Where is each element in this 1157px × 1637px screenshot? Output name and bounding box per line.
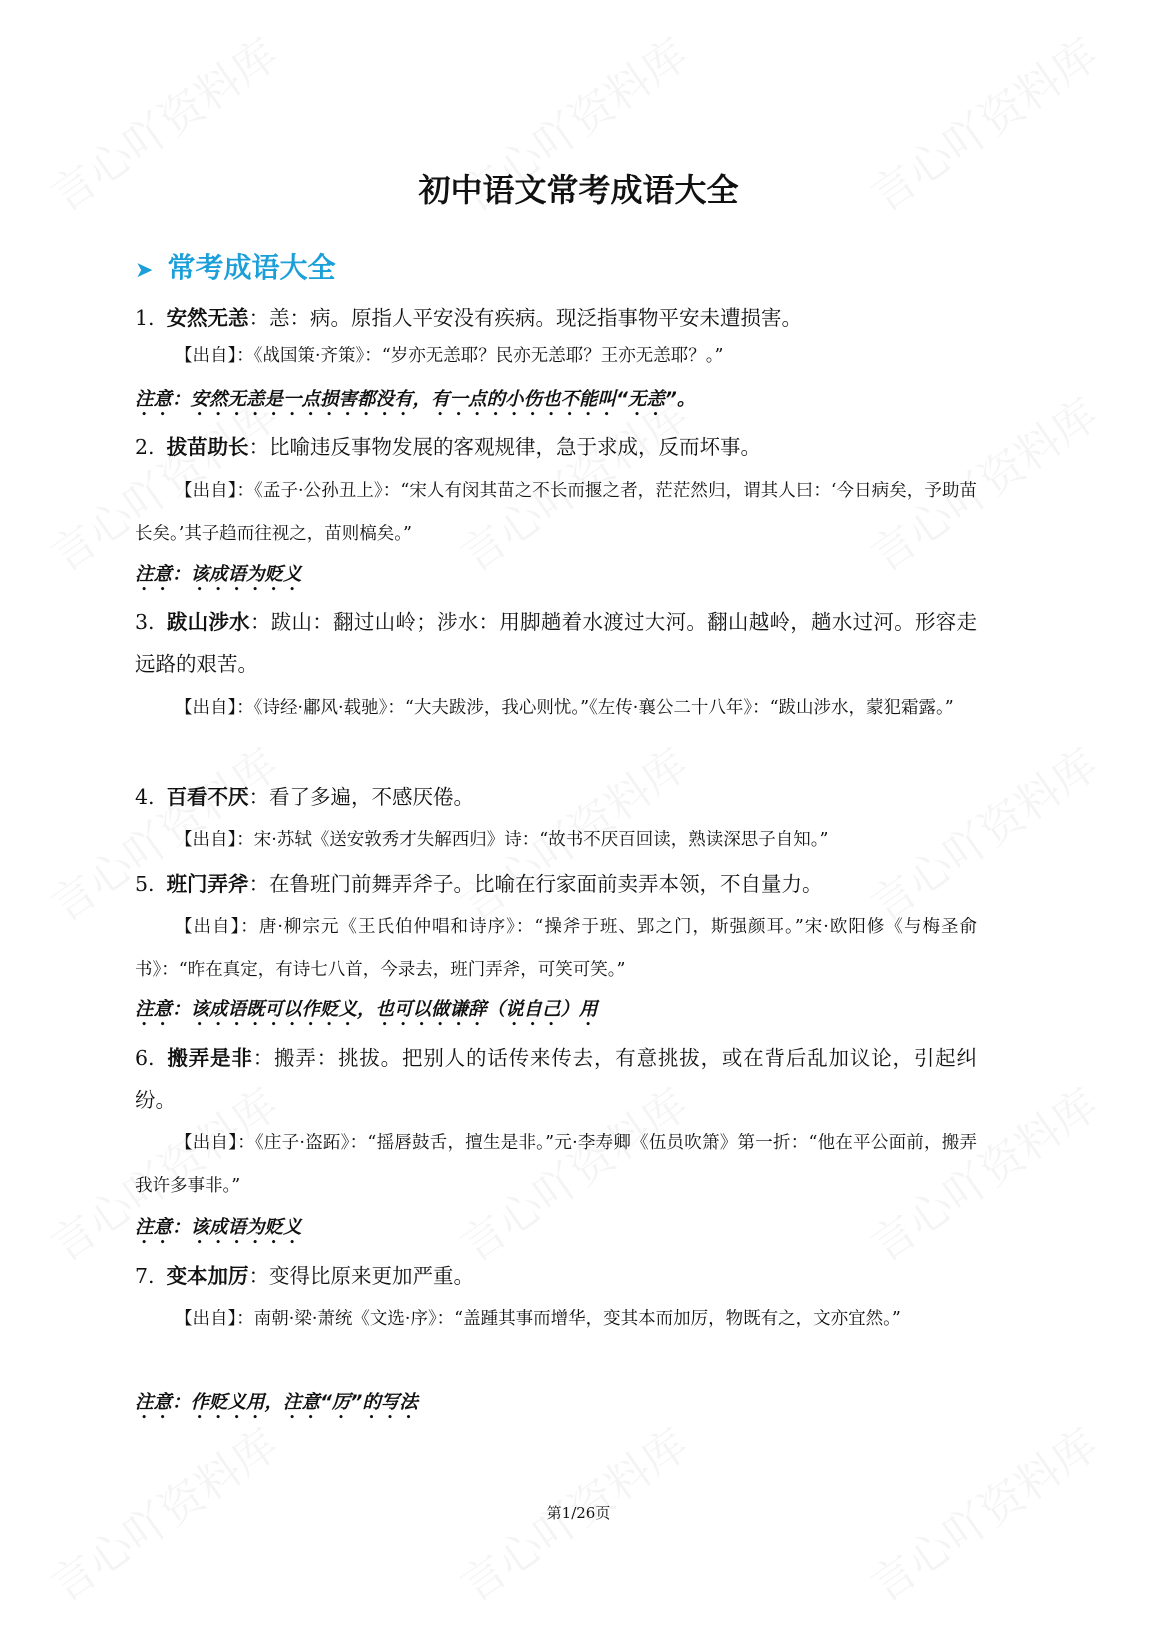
- idiom-note: 注意：该成语既可以作贬义，也可以做谦辞（说自己）用: [135, 999, 598, 1020]
- source-text: 《孟子·公孙丑上》：“宋人有闵其苗之不长而揠之者，茫茫然归，谓其人曰：‘今日病矣，予助苗长矣。’其子趋而往视之，苗则槁矣。”: [135, 481, 978, 544]
- idiom-term: 拔苗助长: [166, 435, 249, 459]
- idiom-source: [135, 819, 977, 862]
- idiom-source: [135, 335, 977, 378]
- idiom-term: 百看不厌: [166, 785, 249, 809]
- idiom-source: [135, 687, 977, 730]
- source-label: 【出自】：: [175, 698, 254, 718]
- section-heading-text: 常考成语大全: [167, 251, 336, 284]
- source-text: 《庄子·盗跖》：“摇唇鼓舌，擅生是非。”元·李寿卿《伍员吹箫》第一折：“他在平公面前，搬弄我许多事非。”: [135, 1133, 978, 1196]
- source-label: 【出自】：: [175, 917, 259, 937]
- idiom-term: 班门弄斧: [166, 872, 249, 896]
- idiom-source: [135, 906, 977, 992]
- idiom-note: 注意：作贬义用，注意“厉”的写法: [135, 1392, 418, 1413]
- idiom-entry: [135, 426, 977, 468]
- document-title: 初中语文常考成语大全: [418, 171, 739, 209]
- entry-number: 1.: [135, 306, 155, 330]
- source-text: 《战国策·齐策》：“岁亦无恙耶？民亦无恙耶？王亦无恙耶？。”: [253, 346, 724, 366]
- entry-number: 4.: [135, 785, 155, 809]
- arrow-bullet-icon: ➤: [135, 258, 154, 283]
- idiom-entry: [135, 776, 977, 818]
- idiom-definition: ：在鲁班门前舞弄斧子。比喻在行家面前卖弄本领，不自量力。: [248, 872, 823, 896]
- source-label: 【出自】：: [175, 481, 255, 501]
- source-label: 【出自】：: [175, 346, 254, 366]
- source-text: 唐·柳宗元《王氏伯仲唱和诗序》：“操斧于班、郢之门，斯强颜耳。”宋·欧阳修《与梅圣俞书》：“昨在真定，有诗七八首，今录去，班门弄斧，可笑可笑。”: [135, 917, 977, 980]
- idiom-entry: [135, 1255, 977, 1297]
- idiom-definition: ：看了多遍，不感厌倦。: [248, 785, 475, 809]
- idiom-definition: ：跋山：翻过山岭；涉水：用脚趟着水渡过大河。翻山越岭，趟水过河。形容走远路的艰苦。: [135, 610, 978, 676]
- entry-number: 7.: [135, 1264, 155, 1288]
- idiom-definition: ：搬弄：挑拔。把别人的话传来传去，有意挑拔，或在背后乱加议论，引起纠纷。: [135, 1046, 978, 1112]
- idiom-entry: [135, 863, 977, 905]
- source-text: 宋·苏轼《送安敦秀才失解西归》诗：“故书不厌百回读，熟读深思子自知。”: [253, 830, 829, 850]
- source-text: 《诗经·鄘风·载驰》：“大夫跋涉，我心则忧。”《左传·襄公二十八年》：“跋山涉水，蒙犯霜露。”: [253, 698, 954, 718]
- entry-number: 2.: [135, 435, 155, 459]
- idiom-note: 注意：安然无恙是一点损害都没有，有一点的小伤也不能叫“无恙”。: [135, 389, 696, 410]
- entry-number: 5.: [135, 872, 155, 896]
- idiom-source: [135, 1298, 977, 1341]
- idiom-term: 安然无恙: [166, 306, 249, 330]
- idiom-term: 搬弄是非: [166, 1046, 253, 1070]
- source-label: 【出自】：: [175, 1133, 255, 1153]
- idiom-definition: ：比喻违反事物发展的客观规律，急于求成，反而坏事。: [248, 435, 762, 459]
- source-label: 【出自】：: [175, 1309, 254, 1329]
- idiom-entry: [135, 601, 977, 685]
- idiom-source: [135, 1122, 977, 1208]
- source-text: 南朝·梁·萧统《文选·序》：“盖踵其事而增华，变其本而加厉，物既有之，文亦宜然。”: [253, 1309, 901, 1329]
- idiom-entry: [135, 1037, 977, 1121]
- idiom-definition: ：变得比原来更加严重。: [248, 1264, 475, 1288]
- idiom-definition: ：恙：病。原指人平安没有疾病。现泛指事物平安未遭损害。: [248, 306, 803, 330]
- idiom-note: 注意：该成语为贬义: [135, 564, 302, 585]
- idiom-entry: [135, 297, 977, 339]
- idiom-term: 跋山涉水: [166, 610, 250, 634]
- entry-number: 3.: [135, 610, 155, 634]
- page-number: 第1/26页: [546, 1504, 611, 1522]
- source-label: 【出自】：: [175, 830, 254, 850]
- idiom-term: 变本加厉: [166, 1264, 249, 1288]
- idiom-note: 注意：该成语为贬义: [135, 1217, 302, 1238]
- entry-number: 6.: [135, 1046, 155, 1070]
- idiom-source: [135, 470, 977, 556]
- section-heading: [135, 246, 335, 286]
